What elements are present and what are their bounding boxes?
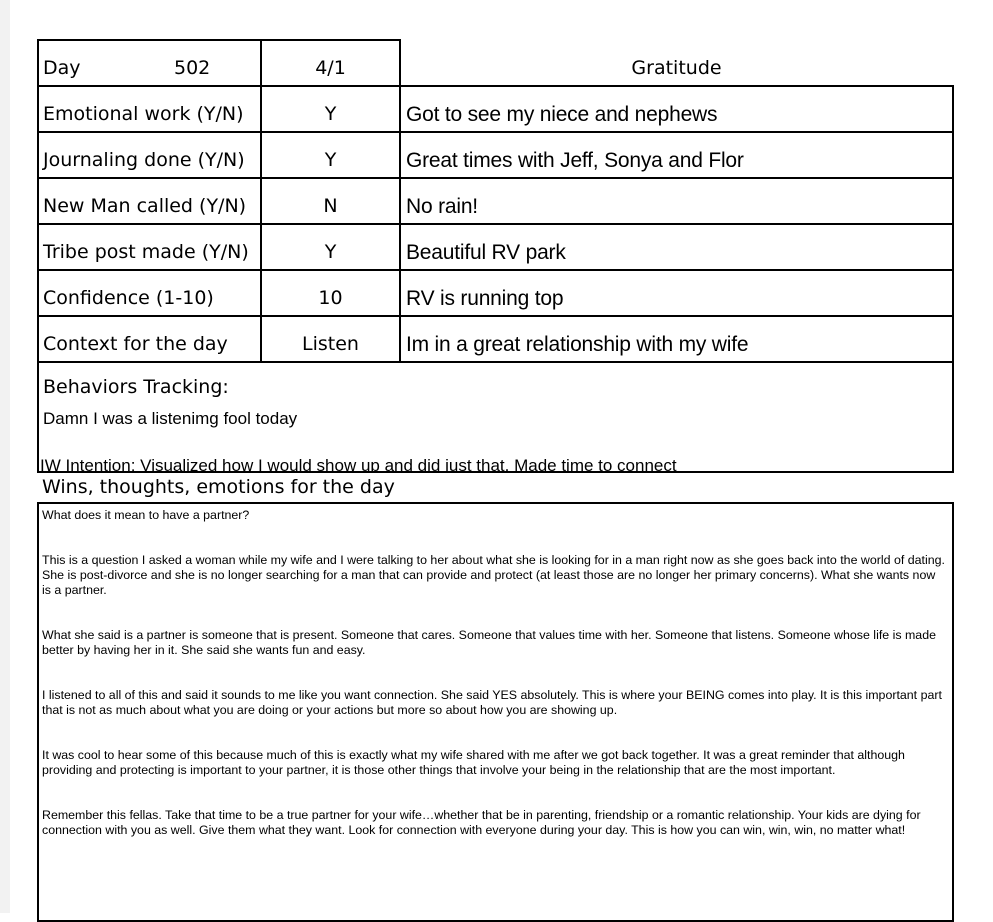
wins-paragraph: What does it mean to have a partner? [42, 508, 250, 522]
row-value-emotional-work: Y [324, 103, 337, 125]
row-label-new-man-called: New Man called (Y/N) [43, 195, 247, 217]
gratitude-item: Great times with Jeff, Sonya and Flor [406, 149, 744, 172]
gratitude-header: Gratitude [631, 57, 722, 79]
gratitude-item: Im in a great relationship with my wife [406, 333, 749, 356]
wins-paragraph: Remember this fellas. Take that time to be a true partner for your wife…whether that be in parenting, friendship or a romantic relationship. Your kids are dying for connection with you as well. Give them what they want. Look for connection with everyone during your day. This is how you can win, win, win, no matter what! [42, 808, 921, 837]
row-label-emotional-work: Emotional work (Y/N) [43, 103, 244, 125]
behaviors-text: Damn I was a listenimg fool today [43, 409, 298, 428]
row-value-new-man-called: N [323, 195, 338, 217]
date-value: 4/1 [315, 57, 346, 79]
gratitude-item: No rain! [406, 195, 478, 218]
row-label-journaling: Journaling done (Y/N) [43, 149, 245, 171]
row-value-journaling: Y [324, 149, 337, 171]
row-label-context: Context for the day [43, 333, 228, 355]
wins-paragraph: It was cool to hear some of this because much of this is exactly what my wife shared with me after we got back together. It was a great reminder that although providing and protecting is important to your partner, it is those other things that involve your being in the relationship that are the most important. [42, 748, 905, 777]
wins-paragraph: I listened to all of this and said it sounds to me like you want connection. She said YES absolutely. This is where your BEING comes into play. It is this important part that is not as much about what you are doing or your actions but more so about how you are showing up. [42, 688, 942, 717]
row-value-context: Listen [302, 333, 359, 355]
day-number: 502 [174, 57, 211, 79]
row-value-confidence: 10 [318, 287, 343, 309]
gratitude-item: Got to see my niece and nephews [406, 103, 718, 126]
page-margin-strip [0, 0, 10, 913]
day-label: Day [43, 57, 81, 79]
row-value-tribe-post: Y [324, 241, 337, 263]
wins-paragraph: What she said is a partner is someone that is present. Someone that cares. Someone that values time with her. Someone that listens. Someone whose life is made better by having her in it. She said she wants fun and easy. [42, 628, 936, 657]
gratitude-item: Beautiful RV park [406, 241, 566, 264]
wins-text-box [37, 502, 954, 922]
behaviors-title: Behaviors Tracking: [43, 376, 229, 398]
wins-title: Wins, thoughts, emotions for the day [42, 476, 395, 498]
gratitude-item: RV is running top [406, 287, 564, 310]
row-label-tribe-post: Tribe post made (Y/N) [43, 241, 249, 263]
wins-paragraph: This is a question I asked a woman while my wife and I were talking to her about what she is looking for in a man right now as she goes back into the world of dating. She is post-divorce and she is no longer searching for a man that can provide and protect (at least those are no longer her primary concerns). What she wants now is a partner. [42, 553, 945, 597]
row-label-confidence: Confidence (1-10) [43, 287, 214, 309]
iw-intention-text: IW Intention: Visualized how I would show up and did just that. Made time to connect [40, 456, 677, 473]
